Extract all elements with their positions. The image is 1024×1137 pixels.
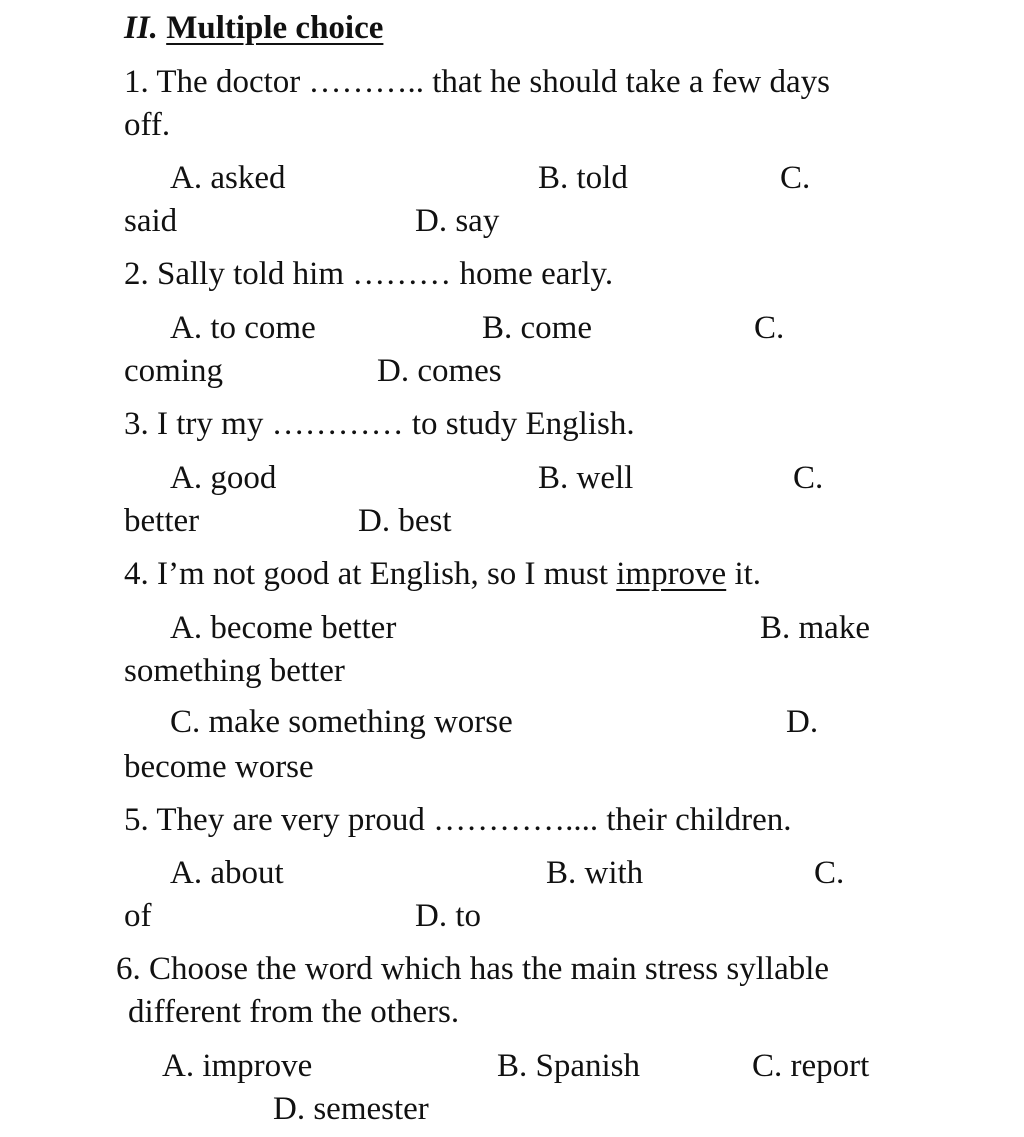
- q2-option-a: A. to come: [170, 310, 316, 346]
- q2-text: 2. Sally told him ……… home early.: [124, 256, 614, 292]
- q5-option-b: B. with: [546, 855, 644, 891]
- q6-text-line1: 6. Choose the word which has the main stress syllable: [116, 951, 830, 987]
- q4-text-post: it.: [726, 556, 762, 592]
- q3-option-d: D. best: [358, 503, 452, 539]
- q5-option-c-cont: of: [124, 898, 152, 934]
- q4-option-b: B. make: [760, 610, 870, 646]
- q2-option-c: C.: [754, 310, 785, 346]
- q4-option-d-cont: become worse: [124, 749, 314, 785]
- q1-option-c: C.: [780, 160, 811, 196]
- q4-underlined-word: improve: [616, 556, 727, 592]
- q6-option-d: D. semester: [273, 1091, 429, 1127]
- q5-option-c: C.: [814, 855, 845, 891]
- section-title: Multiple choice: [166, 10, 384, 46]
- q3-option-a: A. good: [170, 460, 277, 496]
- q2-option-d: D. comes: [377, 353, 502, 389]
- q1-option-d: D. say: [415, 203, 500, 239]
- q5-option-d: D. to: [415, 898, 481, 934]
- q4-text: [124, 558, 761, 591]
- q5-option-a: A. about: [170, 855, 284, 891]
- q4-text-pre: 4. I’m not good at English, so I must: [124, 556, 617, 592]
- q1-option-b: B. told: [538, 160, 628, 196]
- section-roman: II.: [124, 10, 158, 46]
- q2-option-b: B. come: [482, 310, 592, 346]
- q2-option-c-cont: coming: [124, 353, 223, 389]
- q6-option-b: B. Spanish: [497, 1048, 641, 1084]
- q4-option-a: A. become better: [170, 610, 397, 646]
- q4-option-d: D.: [786, 704, 819, 740]
- q3-option-c-cont: better: [124, 503, 200, 539]
- q4-option-b-cont: something better: [124, 653, 345, 689]
- q3-option-c: C.: [793, 460, 824, 496]
- q6-text-line2: different from the others.: [128, 994, 460, 1030]
- section-heading: [124, 12, 383, 45]
- q1-text-line2: off.: [124, 107, 171, 143]
- q3-text: 3. I try my ………… to study English.: [124, 406, 635, 442]
- q5-text: 5. They are very proud ………….... their children.: [124, 802, 792, 838]
- q6-option-a: A. improve: [162, 1048, 313, 1084]
- q6-option-c: C. report: [752, 1048, 870, 1084]
- q4-option-c: C. make something worse: [170, 704, 513, 740]
- q1-option-c-cont: said: [124, 203, 178, 239]
- q3-option-b: B. well: [538, 460, 634, 496]
- q1-option-a: A. asked: [170, 160, 286, 196]
- q1-text-line1: 1. The doctor ……….. that he should take a few days: [124, 64, 830, 100]
